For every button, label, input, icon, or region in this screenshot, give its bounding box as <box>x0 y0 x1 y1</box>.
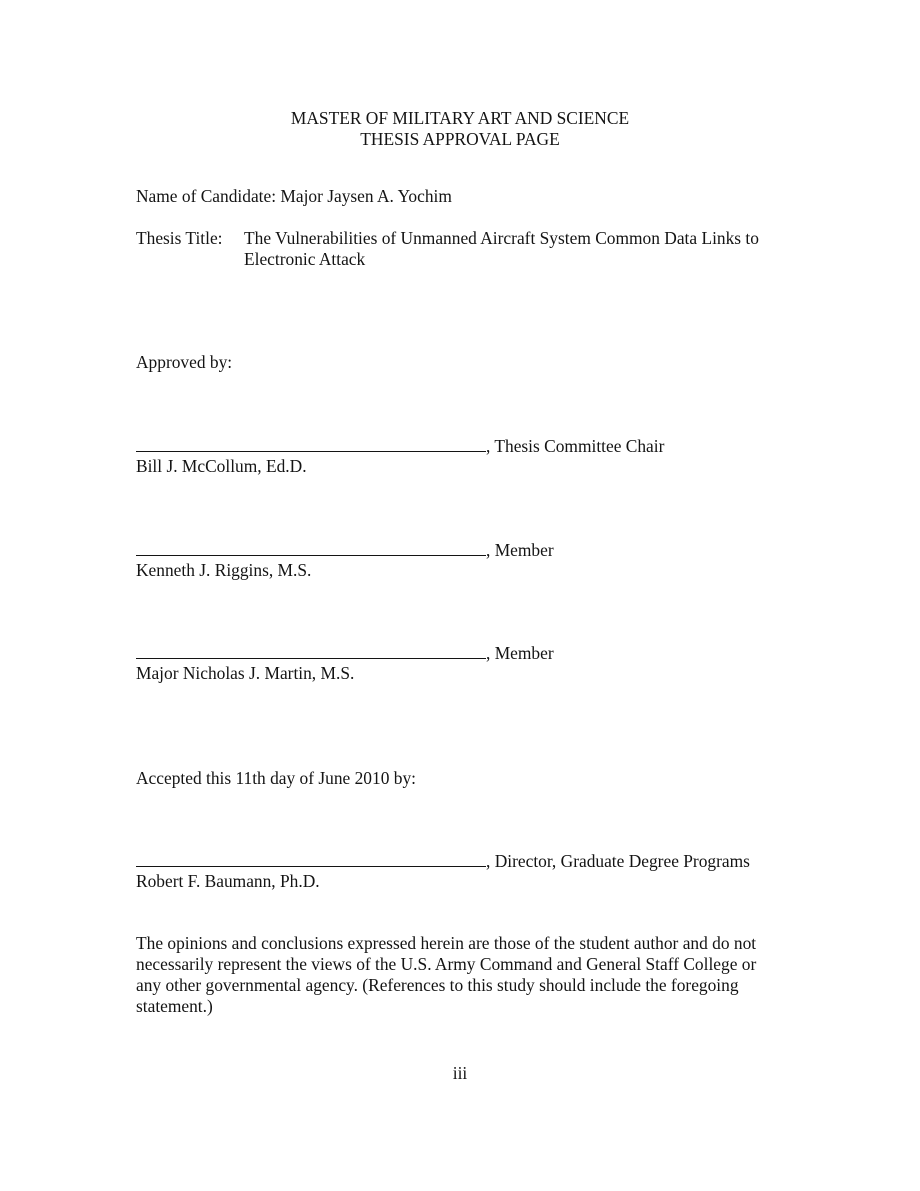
disclaimer-line: The opinions and conclusions expressed herein are those of the student author and do not <box>136 933 757 953</box>
signature-role: , Member <box>486 643 554 663</box>
signature-line-member-2 <box>136 642 554 664</box>
signature-role: , Director, Graduate Degree Programs <box>486 851 750 871</box>
thesis-title-line-1: The Vulnerabilities of Unmanned Aircraft System Common Data Links to <box>244 228 759 248</box>
disclaimer-paragraph <box>136 933 796 1017</box>
signature-rule <box>136 850 486 867</box>
signatory-name-member-1: Kenneth J. Riggins, M.S. <box>136 560 312 580</box>
disclaimer-line: necessarily represent the views of the U.S. Army Command and General Staff College or <box>136 954 757 974</box>
page-number: iii <box>452 1063 468 1083</box>
signatory-name-director: Robert F. Baumann, Ph.D. <box>136 871 320 891</box>
heading-line-2: THESIS APPROVAL PAGE <box>360 129 560 149</box>
signature-rule <box>136 435 486 452</box>
heading-line-1: MASTER OF MILITARY ART AND SCIENCE <box>290 108 630 128</box>
signature-line-chair <box>136 435 664 457</box>
approved-by-label: Approved by: <box>136 352 233 372</box>
candidate-name: Name of Candidate: Major Jaysen A. Yochim <box>136 186 452 206</box>
thesis-title-line-2: Electronic Attack <box>244 249 366 269</box>
signature-rule <box>136 539 486 556</box>
signature-rule <box>136 642 486 659</box>
thesis-title-label: Thesis Title: <box>136 228 223 248</box>
disclaimer-line: any other governmental agency. (References to this study should include the foregoing <box>136 975 739 995</box>
signatory-name-chair: Bill J. McCollum, Ed.D. <box>136 456 307 476</box>
thesis-title-value <box>244 228 759 270</box>
signature-role: , Thesis Committee Chair <box>486 436 665 456</box>
signature-role: , Member <box>486 540 554 560</box>
disclaimer-line: statement.) <box>136 996 213 1016</box>
signature-line-member-1 <box>136 539 554 561</box>
accepted-statement: Accepted this 11th day of June 2010 by: <box>136 768 416 788</box>
signatory-name-member-2: Major Nicholas J. Martin, M.S. <box>136 663 355 683</box>
signature-line-director <box>136 850 750 872</box>
